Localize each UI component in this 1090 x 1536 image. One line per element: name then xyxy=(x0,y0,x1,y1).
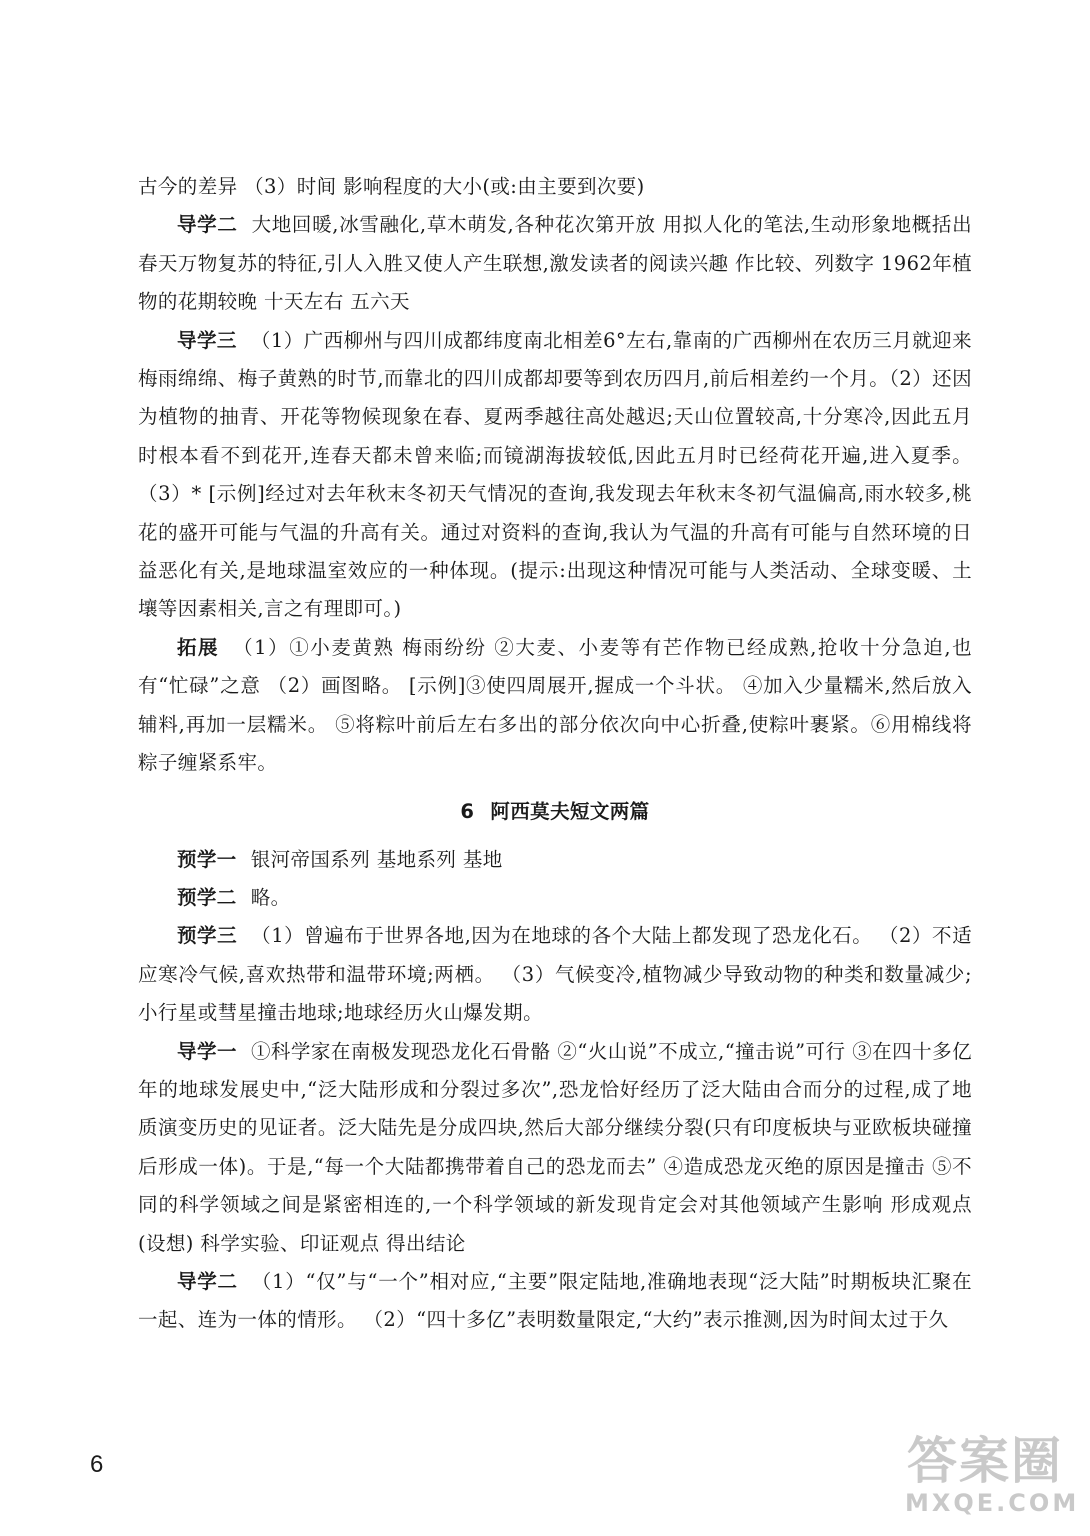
section-title-text: 阿西莫夫短文两篇 xyxy=(490,799,650,823)
answer-paragraph xyxy=(138,1033,972,1263)
answer-paragraph xyxy=(138,841,972,879)
answer-paragraph xyxy=(138,206,972,321)
paragraph-text: 略。 xyxy=(250,885,291,909)
paragraph-label: 导学三 xyxy=(177,328,237,352)
answer-content xyxy=(138,168,972,1340)
paragraph-text: 银河帝国系列 基地系列 基地 xyxy=(250,847,503,871)
watermark-logo xyxy=(905,1432,1080,1528)
answer-paragraph xyxy=(138,322,972,629)
answer-paragraph xyxy=(138,879,972,917)
paragraph-text: （1）广西柳州与四川成都纬度南北相差6°左右,靠南的广西柳州在农历三月就迎来梅雨绵绵、梅子黄熟的时节,而靠北的四川成都却要等到农历四月,前后相差约一个月。（2）还因为植物的抽青、开花等物候现象在春、夏两季越往高处越迟;天山位置较高,十分寒冷,因此五月时根本看不到花开,连春天都未曾来临;而镜湖海拔较低,因此五月时已经荷花开遍,进入夏季。 （3）* [示例]经过对去年秋末冬初天气情况的查询,我发现去年秋末冬初气温偏高,雨水较多,桃花的盛开可能与气温的升高有关。通过对资料的查询,我认为气温的升高有可能与自然环境的日益恶化有关,是地球温室效应的一种体现。(提示:出现这种情况可能与人类活动、全球变暖、土壤等因素相关,言之有理即可。) xyxy=(138,328,973,621)
answer-paragraph xyxy=(138,168,972,206)
page-number: 6 xyxy=(90,1451,104,1478)
paragraph-text: （1）“仅”与“一个”相对应,“主要”限定陆地,准确地表现“泛大陆”时期板块汇聚在一起、连为一体的情形。 （2）“四十多亿”表明数量限定,“大约”表示推测,因为时间太过于久 xyxy=(138,1269,972,1332)
watermark-logo-text: 答案圈 xyxy=(907,1432,1063,1490)
paragraph-label: 预学二 xyxy=(177,885,237,909)
paragraph-label: 拓展 xyxy=(177,635,220,659)
paragraph-label: 导学二 xyxy=(177,213,238,237)
paragraph-text: （1）①小麦黄熟 梅雨纷纷 ②大麦、小麦等有芒作物已经成熟,抢收十分急迫,也有“忙碌”之意 （2）画图略。 [示例]③使四周展开,握成一个斗状。 ④加入少量糯米,然后放入辅料,再加一层糯米。 ⑤将粽叶前后左右多出的部分依次向中心折叠,使粽叶裹紧。⑥用棉线将粽子缠紧系牢。 xyxy=(138,635,972,775)
watermark-site-text: MXQE.COM xyxy=(905,1489,1080,1517)
paragraph-label: 预学一 xyxy=(177,847,237,871)
answer-paragraph xyxy=(138,917,972,1032)
answer-paragraph xyxy=(138,1263,972,1340)
paragraph-text: 古今的差异 （3）时间 影响程度的大小(或:由主要到次要) xyxy=(138,175,645,198)
paragraph-text: （1）曾遍布于世界各地,因为在地球的各个大陆上都发现了恐龙化石。 （2）不适应寒冷气候,喜欢热带和温带环境;两栖。 （3）气候变冷,植物减少导致动物的种类和数量减少;小行星或彗星撞击地球;地球经历火山爆发期。 xyxy=(138,924,972,1025)
paragraph-label: 导学一 xyxy=(177,1039,237,1063)
section-number: 6 xyxy=(460,799,475,823)
paragraph-label: 导学二 xyxy=(177,1269,238,1293)
section-title xyxy=(138,793,972,831)
answer-paragraph xyxy=(138,629,972,783)
paragraph-label: 预学三 xyxy=(177,924,238,948)
paragraph-text: 大地回暖,冰雪融化,草木萌发,各种花次第开放 用拟人化的笔法,生动形象地概括出春天万物复苏的特征,引人入胜又使人产生联想,激发读者的阅读兴趣 作比较、列数字 1962年植物的花期较晚 十天左右 五六天 xyxy=(138,213,973,314)
paragraph-text: ①科学家在南极发现恐龙化石骨骼 ②“火山说”不成立,“撞击说”可行 ③在四十多亿年的地球发展史中,“泛大陆形成和分裂过多次”,恐龙恰好经历了泛大陆由合而分的过程,成了地质演变历史的见证者。泛大陆先是分成四块,然后大部分继续分裂(只有印度板块与亚欧板块碰撞后形成一体)。于是,“每一个大陆都携带着自己的恐龙而去” ④造成恐龙灭绝的原因是撞击 ⑤不同的科学领域之间是紧密相连的,一个科学领域的新发现肯定会对其他领域产生影响 形成观点(设想) 科学实验、印证观点 得出结论 xyxy=(138,1039,972,1255)
